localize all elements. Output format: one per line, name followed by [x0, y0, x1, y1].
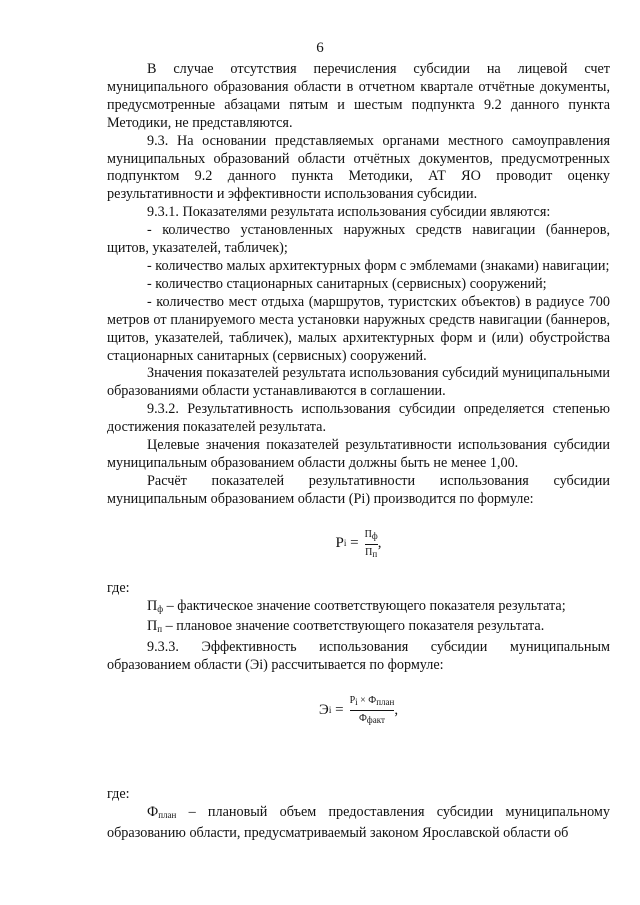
list-item: - количество установленных наружных средств навигации (баннеров, щитов, указателей, табличек);	[107, 222, 610, 257]
formula-lhs: P	[335, 535, 344, 552]
paragraph: Расчёт показателей результативности использования субсидии муниципальным образованием области (Pi) производится по формуле:	[107, 472, 610, 507]
document-body	[107, 61, 610, 843]
where-label: где:	[107, 579, 130, 596]
definition: $Ф_{план}$ – плановый объем предоставления субсидии муниципальному образованию области, предусматриваемый законом Ярославской области об	[107, 804, 610, 841]
list-item: - количество малых архитектурных форм с эмблемами (знаками) навигации;	[147, 257, 610, 274]
formula-num: П	[364, 528, 372, 540]
formula-tail: ,	[394, 701, 399, 718]
page-number: 6	[316, 40, 324, 56]
paragraph: Целевые значения показателей результативности использования субсидии муниципальным образованием области должны быть не менее 1,00.	[107, 437, 610, 471]
formula-fraction	[365, 529, 378, 560]
formula-lhs-sub: i	[343, 538, 347, 549]
formula-lhs-sub: i	[328, 704, 332, 715]
definition: $П_п$ – плановое значение соответствующего показателя результата.	[147, 618, 545, 635]
formula-den: П	[365, 546, 373, 558]
formula-lhs: Э	[318, 701, 329, 718]
paragraph: В случае отсутствия перечисления субсидии на лицевой счет муниципального образования области в отчетном квартале отчётные документы, предусмотренные абзацами пятым и шестым подпункта 9.2 данного пункта Методики, не представляются.	[107, 61, 610, 131]
paragraph: 9.3.2. Результативность использования субсидии определяется степенью достижения показателей результата.	[107, 401, 610, 436]
list-item: - количество стационарных санитарных (сервисных) сооружений;	[147, 275, 547, 292]
formula-num-sub: ф	[371, 530, 378, 541]
formula-efficiency	[107, 695, 610, 726]
paragraph: 9.3.1. Показателями результата использования субсидии являются:	[147, 204, 551, 221]
list-item: - количество мест отдыха (маршрутов, туристских объектов) в радиусе 700 метров от планируемого места установки наружных средств навигации (баннеров, щитов, указателей, табличек), малых архитектурных форм и (или) обустройства стационарных санитарных (сервисных) сооружений.	[107, 293, 610, 364]
formula-tail: ,	[377, 535, 382, 552]
formula-result	[107, 529, 610, 560]
formula-eq: =	[350, 535, 359, 552]
definition: $П_ф$ – фактическое значение соответствующего показателя результата;	[147, 597, 566, 614]
paragraph: 9.3.3. Эффективность использования субсидии муниципальным образованием области (Эi) рассчитывается по формуле:	[107, 639, 610, 674]
where-label: где:	[107, 786, 130, 803]
formula-fraction: $\frac{\text{Pi × Фплан}}{\text{Ффакт}}$	[349, 695, 395, 726]
formula-den-sub: п	[372, 548, 378, 559]
paragraph: Значения показателей результата использования субсидий муниципальными образованиями области устанавливаются в соглашении.	[107, 365, 610, 400]
formula-eq: =	[335, 701, 344, 718]
paragraph: 9.3. На основании представляемых органами местного самоуправления муниципальных образований области отчётных документов, предусмотренных подпунктом 9.2 данного пункта Методики, АТ ЯО проводит оценку результативности и эффективности использования субсидии.	[107, 132, 610, 203]
